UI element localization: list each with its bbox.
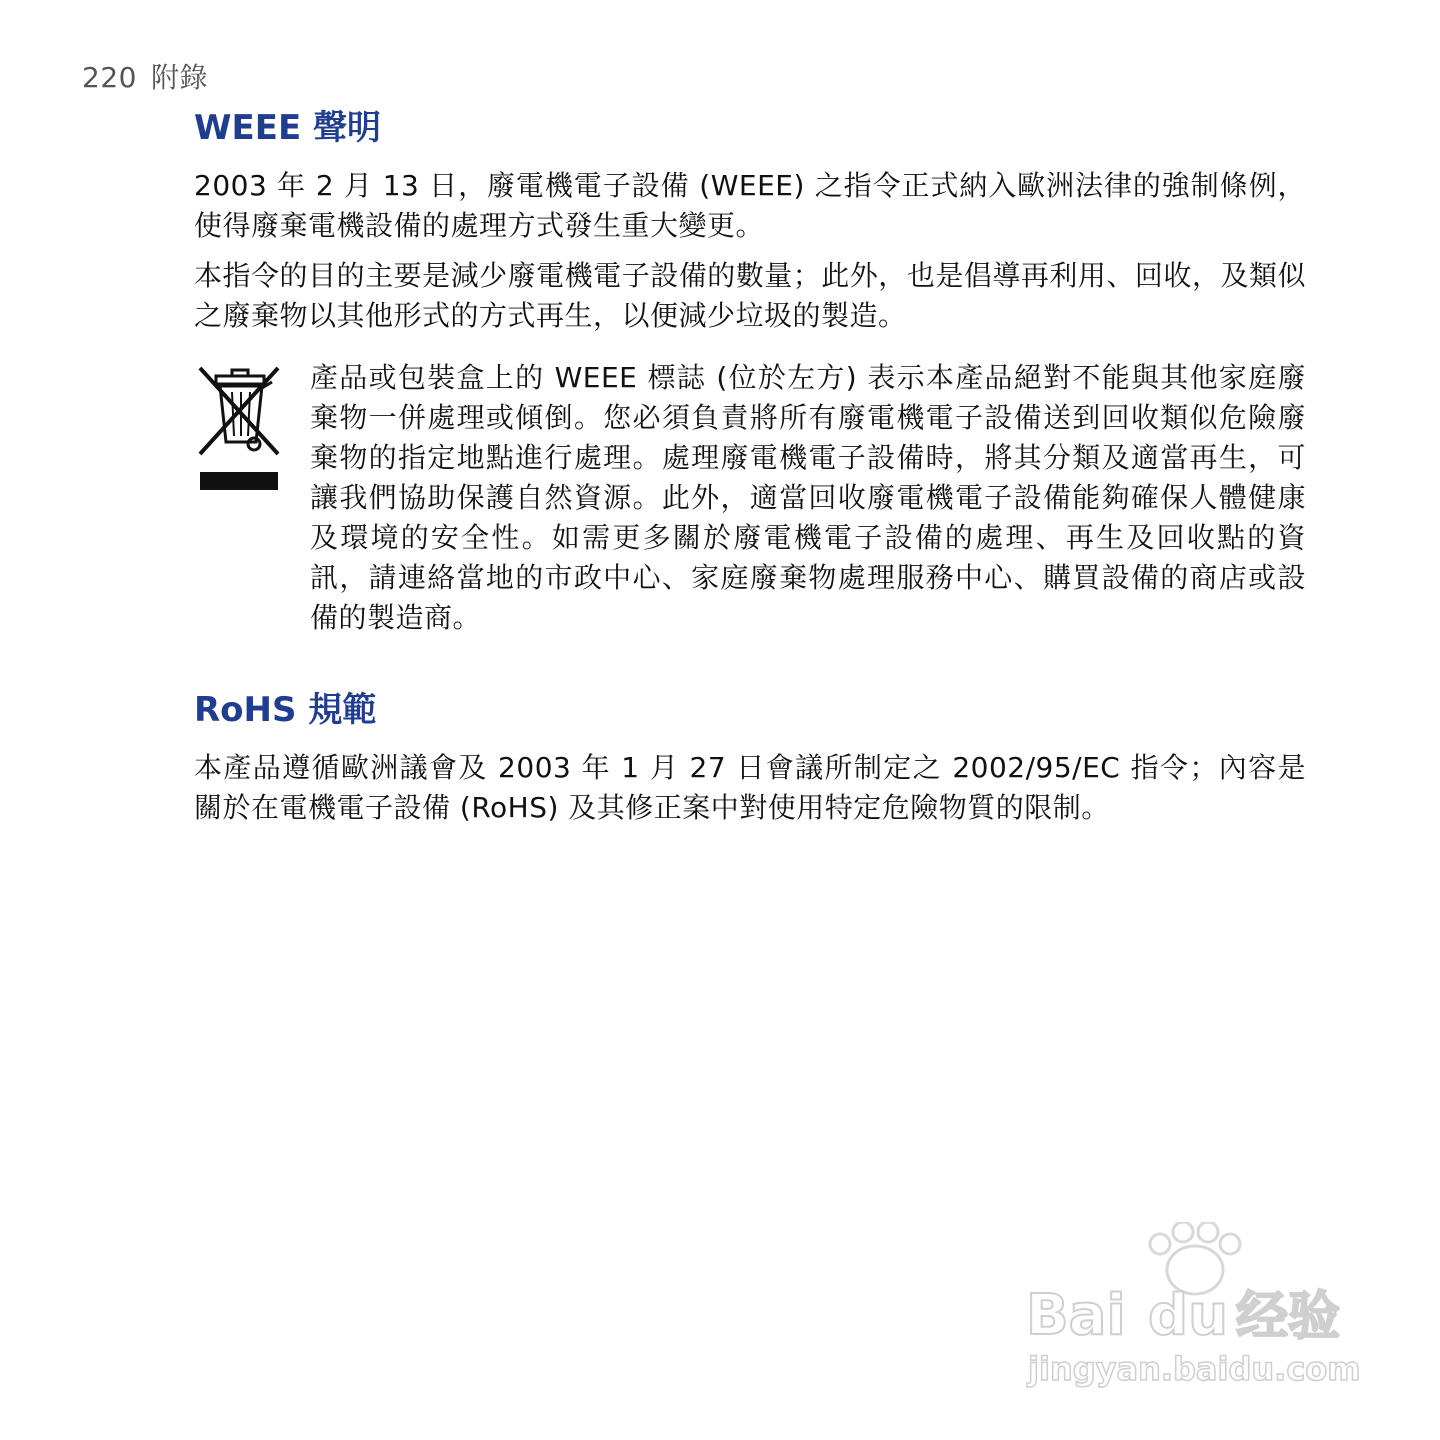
weee-symbol-block <box>194 358 1306 638</box>
rohs-paragraph-1: 本產品遵循歐洲議會及 2003 年 1 月 27 日會議所制定之 2002/95/EC 指令；內容是關於在電機電子設備 (RoHS) 及其修正案中對使用特定危險物質的限制。 <box>194 751 1306 824</box>
page-number: 220 <box>82 61 137 94</box>
watermark-brand-cn: 经验 <box>1236 1287 1341 1347</box>
page-header <box>82 56 208 96</box>
watermark-url: jingyan.baidu.com <box>1028 1350 1360 1388</box>
weee-paragraph-3: 產品或包裝盒上的 WEEE 標誌 (位於左方) 表示本產品絕對不能與其他家庭廢棄物一併處理或傾倒。您必須負責將所有廢電機電子設備送到回收類似危險廢棄物的指定地點進行處理。處理廢電機電子設備時，將其分類及適當再生，可讓我們協助保護自然資源。此外，適當回收廢電機電子設備能夠確保人體健康及環境的安全性。如需更多關於廢電機電子設備的處理、再生及回收點的資訊，請連絡當地的市政中心、家庭廢棄物處理服務中心、購買設備的商店或設備的製造商。 <box>310 361 1306 634</box>
section-title: 附錄 <box>150 61 208 94</box>
watermark-brand-latin: Bai <box>1026 1283 1126 1348</box>
weee-paragraph-2: 本指令的目的主要是減少廢電機電子設備的數量；此外，也是倡導再利用、回收，及類似之廢棄物以其他形式的方式再生，以便減少垃圾的製造。 <box>194 259 1306 332</box>
crossed-out-wheelie-bin-icon <box>194 362 284 498</box>
rohs-heading: RoHS 規範 <box>194 690 377 730</box>
weee-heading: WEEE 聲明 <box>194 108 382 148</box>
weee-paragraph-1: 2003 年 2 月 13 日，廢電機電子設備 (WEEE) 之指令正式納入歐洲法律的強制條例，使得廢棄電機設備的處理方式發生重大變更。 <box>194 169 1306 242</box>
watermark-brand-du: du <box>1148 1283 1228 1348</box>
main-content <box>194 104 1306 838</box>
baidu-jingyan-watermark <box>1020 1222 1360 1392</box>
